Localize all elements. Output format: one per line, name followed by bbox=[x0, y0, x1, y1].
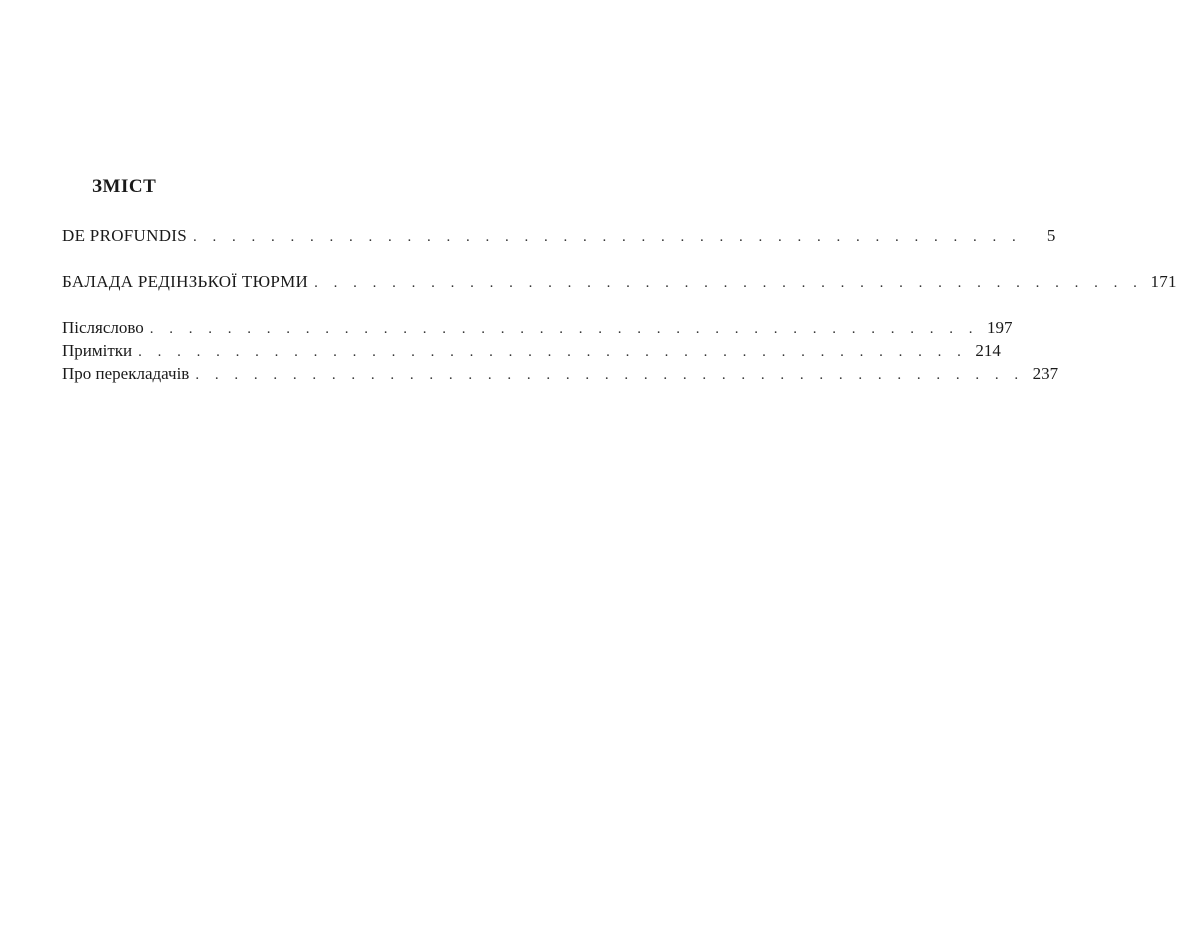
toc-entry-page-number: 5 bbox=[1046, 226, 1056, 245]
toc-entry-label: Про перекладачів bbox=[62, 364, 190, 383]
toc-entry-label: Примітки bbox=[62, 341, 133, 360]
toc-entry-afterword[interactable] bbox=[62, 318, 1013, 339]
dot-leader: . . . . . . . . . . . . . . . . . . . . . . . . . . . . . . . . . . . . . . . . . . . bbox=[195, 367, 1025, 383]
dot-leader: . . . . . . . . . . . . . . . . . . . . . . . . . . . . . . . . . . . . . . . . . . . bbox=[149, 321, 979, 337]
toc-entry-page-number: 171 bbox=[1150, 272, 1177, 291]
toc-title: ЗМІСТ bbox=[92, 176, 157, 197]
toc-entry-de-profundis[interactable] bbox=[62, 226, 1056, 247]
toc-entry-page-number: 197 bbox=[987, 318, 1013, 337]
dot-leader: . . . . . . . . . . . . . . . . . . . . . . . . . . . . . . . . . . . . . . . . . . . bbox=[314, 275, 1143, 291]
toc-entry-label: БАЛАДА РЕДІНЗЬКОЇ ТЮРМИ bbox=[62, 272, 309, 291]
toc-entry-page-number: 214 bbox=[975, 341, 1001, 360]
toc-entry-translators[interactable] bbox=[62, 364, 1059, 385]
toc-entry-label: DE PROFUNDIS bbox=[62, 226, 187, 245]
toc-entry-notes[interactable] bbox=[62, 341, 1001, 362]
dot-leader: . . . . . . . . . . . . . . . . . . . . . . . . . . . . . . . . . . . . . . . . . . . bbox=[192, 229, 1022, 245]
toc-entry-label: Післяслово bbox=[62, 318, 144, 337]
toc-entry-page-number: 237 bbox=[1032, 364, 1059, 383]
toc-entry-ballad[interactable] bbox=[62, 272, 1177, 293]
dot-leader: . . . . . . . . . . . . . . . . . . . . . . . . . . . . . . . . . . . . . . . . . . . bbox=[138, 344, 967, 360]
